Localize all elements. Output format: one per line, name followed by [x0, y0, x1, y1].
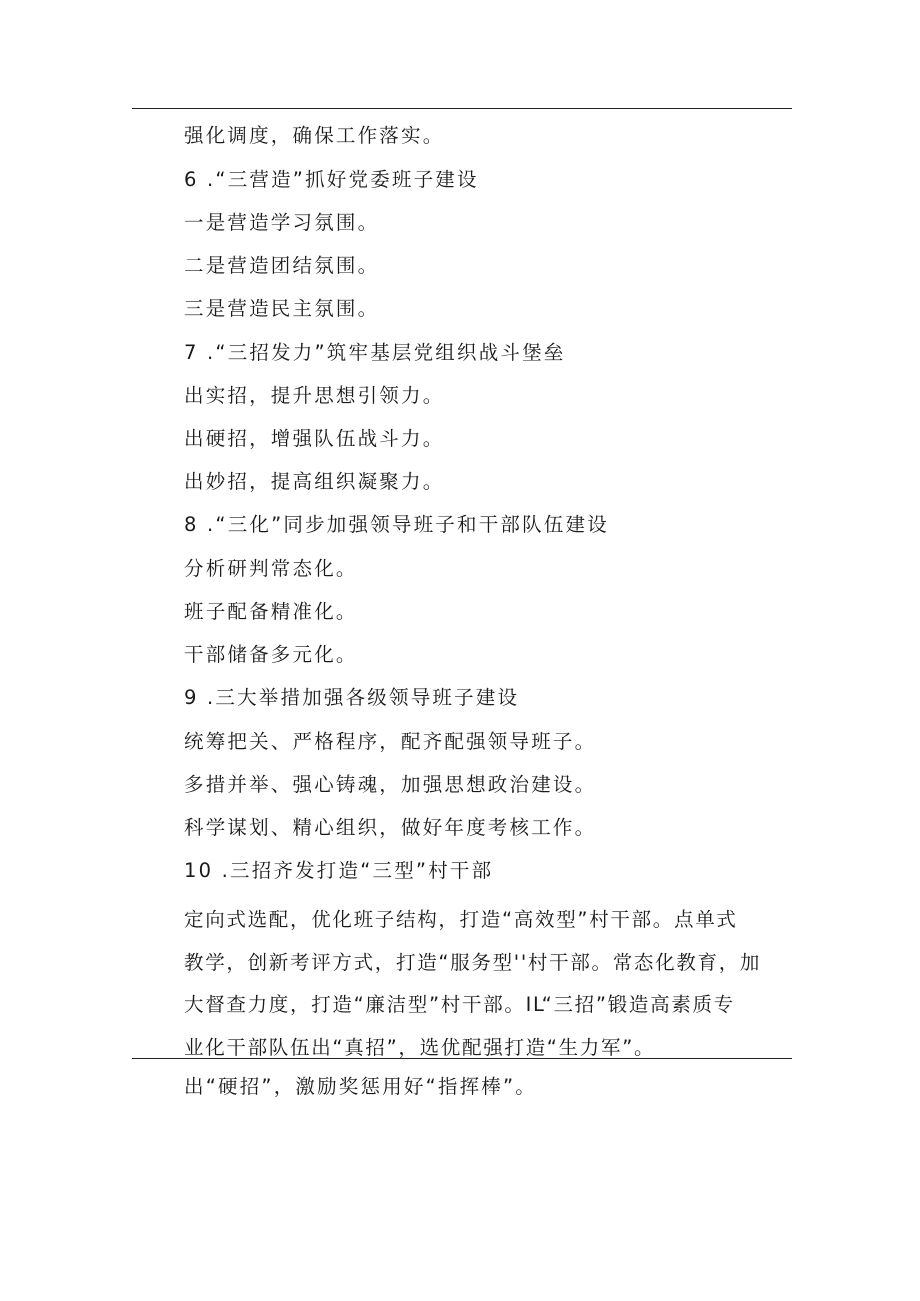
paragraph-line: 业化干部队伍出“真招”，选优配强打造“生力军”。	[184, 1035, 656, 1059]
text-line: 三是营造民主氛围。	[184, 297, 380, 320]
section-heading-6: 6 .“三营造”抓好党委班子建设	[184, 168, 479, 191]
text-line: 强化调度，确保工作落实。	[184, 124, 445, 147]
text-line: 统筹把关、严格程序，配齐配强领导班子。	[184, 730, 597, 753]
text-line: 出实招，提升思想引领力。	[184, 384, 445, 407]
text-line: 分析研判常态化。	[184, 557, 358, 580]
top-divider	[132, 108, 792, 109]
body-paragraph	[184, 899, 796, 1069]
section-heading-9: 9 .三大举措加强各级领导班子建设	[184, 686, 520, 709]
text-line: 干部储备多元化。	[184, 643, 358, 666]
text-line: 出硬招，增强队伍战斗力。	[184, 427, 445, 450]
section-heading-8: 8 .“三化”同步加强领导班子和干部队伍建设	[184, 513, 609, 536]
paragraph-line: 定向式选配，优化班子结构，打造“高效型”村干部。点单式	[184, 908, 738, 931]
text-line: 班子配备精准化。	[184, 600, 358, 623]
paragraph-line: 大督查力度，打造“廉洁型”村干部。IL“三招”锻造高素质专	[184, 993, 735, 1016]
text-line: 出妙招，提高组织凝聚力。	[184, 470, 445, 493]
section-heading-7: 7 .“三招发力”筑牢基层党组织战斗堡垒	[184, 341, 566, 364]
text-line: 多措并举、强心铸魂，加强思想政治建设。	[184, 773, 597, 796]
text-line: 科学谋划、精心组织，做好年度考核工作。	[184, 816, 597, 839]
text-line: 一是营造学习氛围。	[184, 211, 380, 234]
text-line: 出“硬招”，激励奖惩用好“指挥棒”。	[184, 1075, 538, 1098]
middle-divider	[132, 1058, 792, 1059]
paragraph-line: 教学，创新考评方式，打造“服务型''村干部。常态化教育，加	[184, 950, 762, 974]
section-heading-10: 10 .三招齐发打造“三型”村干部	[184, 859, 494, 882]
text-line: 二是营造团结氛围。	[184, 254, 380, 277]
